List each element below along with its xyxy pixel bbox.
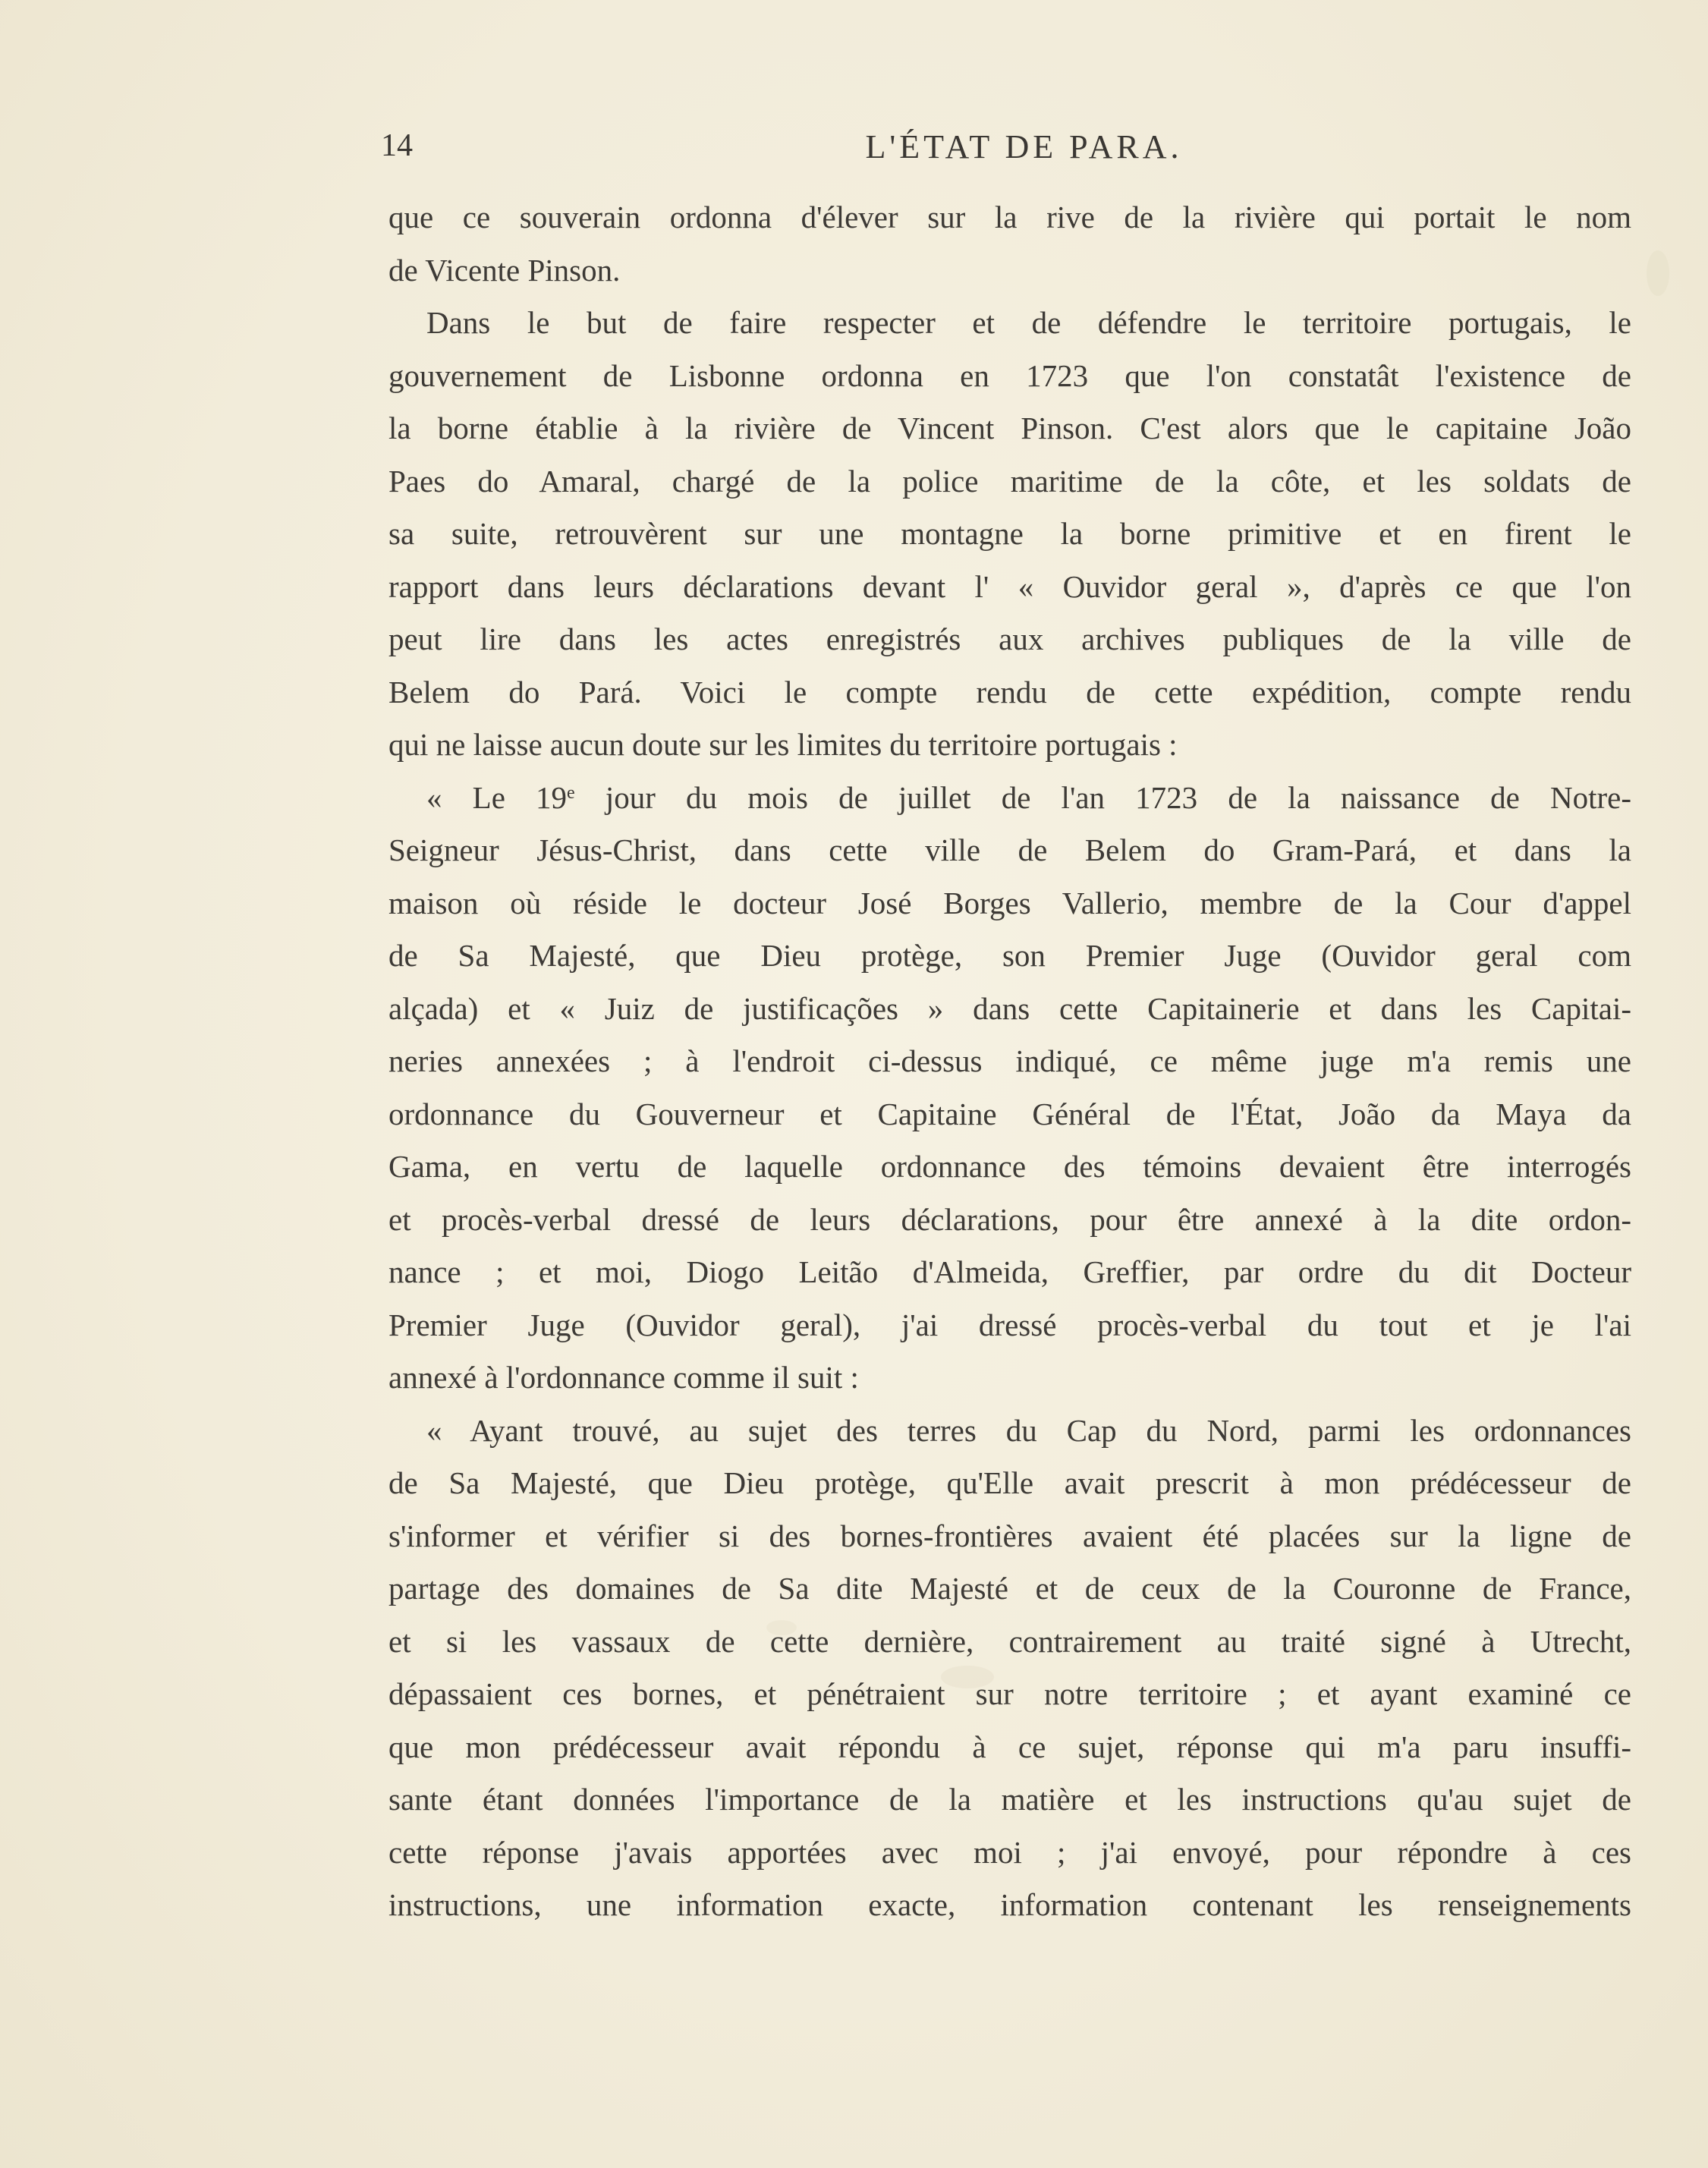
text-line: annexé à l'ordonnance comme il suit : [388,1360,859,1395]
running-title: L'ÉTAT DE PARA. [865,128,1183,165]
text-line: Dans le but de faire respecter et de défendre le territoire portugais, le [426,305,1631,340]
text-line: Gama, en vertu de laquelle ordonnance des témoins devaient être interrogés [388,1149,1631,1184]
text-line: peut lire dans les actes enregistrés aux archives publiques de la ville de [388,621,1631,656]
paper-stain [1647,250,1669,296]
text-line: Seigneur Jésus-Christ, dans cette ville de Belem do Gram-Pará, et dans la [388,832,1631,867]
paragraph [388,1405,1631,1932]
text-line: alçada) et « Juiz de justificações » dans cette Capitainerie et dans les Capitai- [388,990,1631,1026]
text-line: de Sa Majesté, que Dieu protège, qu'Elle avait prescrit à mon prédécesseur de [388,1465,1631,1500]
text-line: s'informer et vérifier si des bornes-frontières avaient été placées sur la ligne de [388,1518,1631,1553]
text-line: sante étant données l'importance de la matière et les instructions qu'au sujet de [388,1782,1631,1817]
text-line: Premier Juge (Ouvidor geral), j'ai dressé procès-verbal du tout et je l'ai [388,1307,1631,1342]
text-line: qui ne laisse aucun doute sur les limites du territoire portugais : [388,727,1178,762]
text-line: gouvernement de Lisbonne ordonna en 1723 que l'on constatât l'existence de [388,357,1631,393]
page-header [381,127,1637,173]
text-line: « Ayant trouvé, au sujet des terres du Cap du Nord, parmi les ordonnances [426,1412,1631,1448]
text-line: neries annexées ; à l'endroit ci-dessus indiqué, ce même juge m'a remis une [388,1043,1631,1078]
text-line: la borne établie à la rivière de Vincent Pinson. C'est alors que le capitaine João [388,411,1631,445]
text-line: maison où réside le docteur José Borges Vallerio, membre de la Cour d'appel [388,885,1631,920]
text-line: et procès-verbal dressé de leurs déclarations, pour être annexé à la dite ordon- [388,1201,1631,1237]
page-number: 14 [381,128,413,163]
text-line: Paes do Amaral, chargé de la police maritime de la côte, et les soldats de [388,463,1631,499]
text-line: ordonnance du Gouverneur et Capitaine Général de l'État, João da Maya da [388,1096,1631,1131]
text-line: instructions, une information exacte, information contenant les renseignements [388,1887,1631,1922]
text-line: Belem do Pará. Voici le compte rendu de cette expédition, compte rendu [388,674,1631,710]
paragraph [388,191,1631,297]
text-line: rapport dans leurs déclarations devant l' « Ouvidor geral », d'après ce que l'on [388,568,1631,604]
text-line: dépassaient ces bornes, et pénétraient sur notre territoire ; et ayant examiné ce [388,1676,1631,1711]
body-text [388,191,1631,1932]
text-line: nance ; et moi, Diogo Leitão d'Almeida, Greffier, par ordre du dit Docteur [388,1254,1631,1289]
text-line: de Sa Majesté, que Dieu protège, son Premier Juge (Ouvidor geral com [388,938,1631,973]
text-line: et si les vassaux de cette dernière, contrairement au traité signé à Utrecht, [388,1623,1631,1659]
paragraph [388,772,1631,1405]
text-line: que mon prédécesseur avait répondu à ce sujet, réponse qui m'a paru insuffi- [388,1729,1631,1764]
paragraph [388,297,1631,772]
text-line: que ce souverain ordonna d'élever sur la rive de la rivière qui portait le nom [388,200,1631,234]
text-line: « Le 19e jour du mois de juillet de l'an 1723 de la naissance de Notre- [426,779,1631,815]
text-line: de Vicente Pinson. [388,252,621,288]
text-line: partage des domaines de Sa dite Majesté et de ceux de la Couronne de France, [388,1571,1631,1606]
text-line: cette réponse j'avais apportées avec moi ; j'ai envoyé, pour répondre à ces [388,1834,1631,1870]
text-line: sa suite, retrouvèrent sur une montagne la borne primitive et en firent le [388,516,1631,551]
